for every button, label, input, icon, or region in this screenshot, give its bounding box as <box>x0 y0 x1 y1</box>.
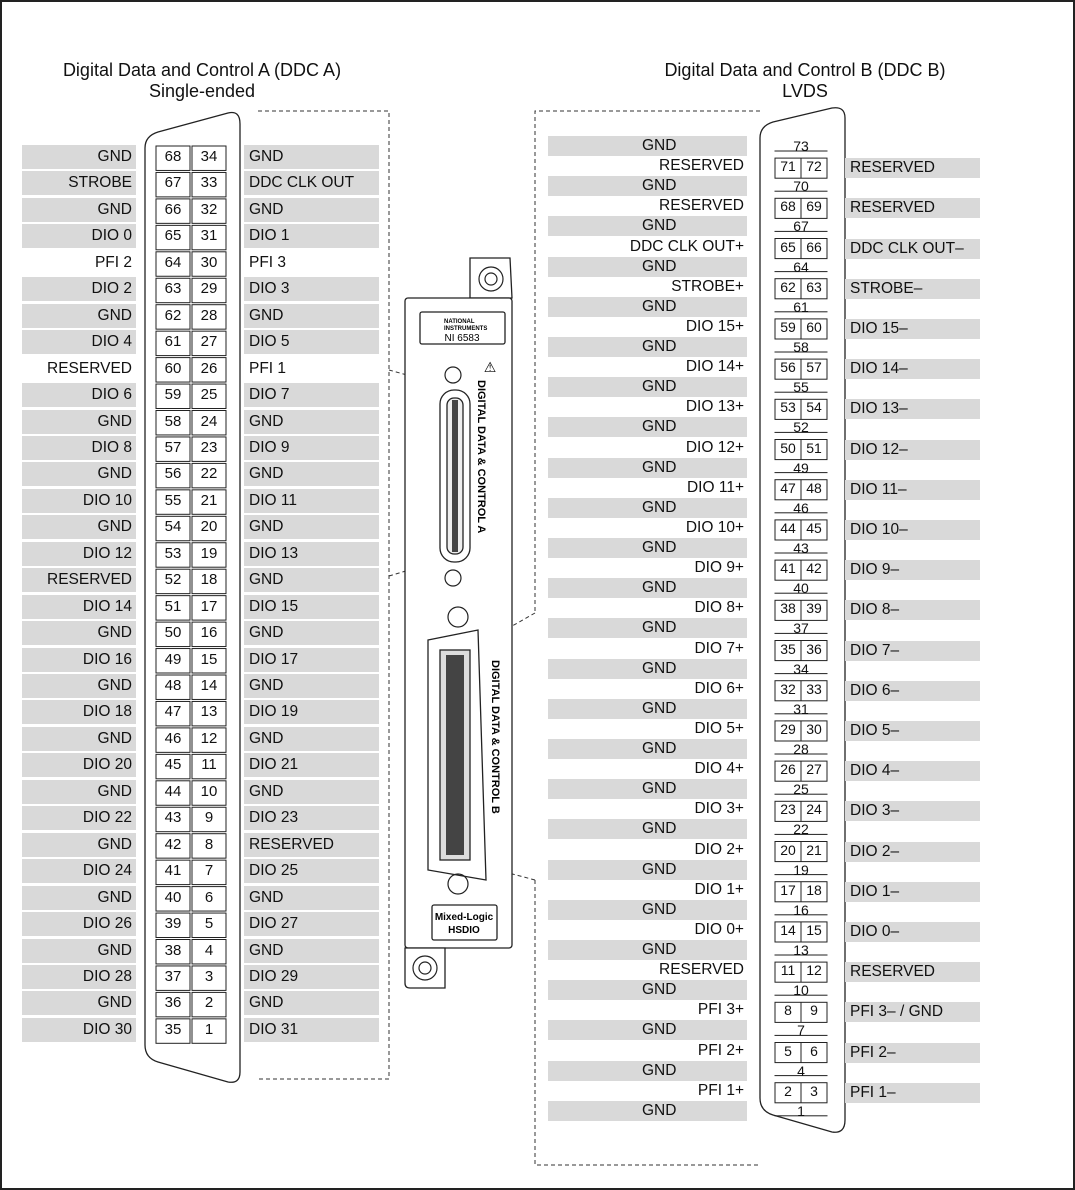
pin-number: 44 <box>780 519 796 536</box>
pin-number: 69 <box>806 198 822 215</box>
badge-line2: HSDIO <box>448 925 480 936</box>
pin-number: 35 <box>164 1020 182 1038</box>
pin-number: 54 <box>806 399 822 416</box>
pin-number: 62 <box>164 306 182 324</box>
pin-number: 13 <box>200 703 218 721</box>
pin-number: 56 <box>780 359 796 376</box>
pin-label-left: DIO 28 <box>22 965 136 989</box>
pin-label-left: GND <box>22 145 136 169</box>
pin-label-right: RESERVED <box>845 198 980 218</box>
pin-label-right: GND <box>244 198 379 222</box>
pin-number: 39 <box>806 600 822 617</box>
pin-number: 37 <box>793 620 809 637</box>
pin-label-left: PFI 1+ <box>697 1081 744 1099</box>
pin-number: 50 <box>164 624 182 642</box>
pin-label-left: GND <box>22 674 136 698</box>
pin-label-right: GND <box>244 674 379 698</box>
model-label: NI 6583 <box>444 333 480 344</box>
pin-label-right: DIO 8– <box>845 600 980 620</box>
pin-number: 24 <box>806 801 822 818</box>
pin-number: 44 <box>164 782 182 800</box>
pin-number: 8 <box>784 1002 792 1019</box>
pin-label-right: DIO 25 <box>244 859 379 883</box>
pin-number: 54 <box>164 518 182 536</box>
pin-number: 22 <box>200 465 218 483</box>
pin-label-left: RESERVED <box>659 157 744 175</box>
pin-number: 32 <box>780 680 796 697</box>
pin-label-left: GND <box>22 198 136 222</box>
pin-number: 58 <box>793 339 809 355</box>
pin-label-left: DIO 20 <box>22 753 136 777</box>
pin-label-left: GND <box>548 1061 747 1081</box>
pin-number: 47 <box>164 703 182 721</box>
pin-number: 53 <box>164 544 182 562</box>
pin-number: 9 <box>204 809 214 827</box>
pin-label-right: GND <box>244 991 379 1015</box>
pin-number: 4 <box>797 1062 805 1079</box>
pin-label-left: GND <box>22 410 136 434</box>
pin-label-left: DIO 18 <box>22 700 136 724</box>
pin-label-right: DIO 31 <box>244 1018 379 1042</box>
pin-number: 66 <box>806 238 822 255</box>
pin-number: 13 <box>793 942 809 958</box>
pin-number: 2 <box>204 994 214 1012</box>
pin-label-right: DIO 11– <box>845 480 980 500</box>
pin-label-left: GND <box>548 860 747 880</box>
ddc-b-title-line2: LVDS <box>782 81 828 101</box>
pin-label-left: DIO 4 <box>22 330 136 354</box>
pin-label-right: GND <box>244 621 379 645</box>
pin-number: 65 <box>164 227 182 245</box>
pin-label-left: RESERVED <box>659 961 744 979</box>
pin-number: 16 <box>793 901 809 918</box>
pin-number: 71 <box>780 158 796 175</box>
pin-number: 48 <box>806 479 822 496</box>
pin-label-left: DIO 10+ <box>685 518 744 536</box>
pin-number: 43 <box>793 540 809 556</box>
pin-label-right: PFI 1 <box>249 359 287 377</box>
pin-label-left: GND <box>548 1101 747 1121</box>
pin-label-left: GND <box>548 900 747 920</box>
pin-label-left: DIO 14+ <box>685 358 744 376</box>
pin-number: 3 <box>810 1082 818 1099</box>
pin-label-left: GND <box>22 886 136 910</box>
pin-number: 46 <box>164 729 182 747</box>
pin-number: 63 <box>806 278 822 295</box>
svg-text:INSTRUMENTS: INSTRUMENTS <box>444 326 488 332</box>
pin-number: 33 <box>200 174 218 192</box>
pin-label-right: DDC CLK OUT <box>244 171 379 195</box>
pin-label-right: PFI 3 <box>249 253 287 271</box>
pin-number: 50 <box>780 439 796 456</box>
pin-number: 1 <box>797 1102 805 1119</box>
pin-number: 35 <box>780 640 796 657</box>
pin-label-right: GND <box>244 939 379 963</box>
pin-label-left: GND <box>548 699 747 719</box>
pin-label-left: DIO 6+ <box>694 679 744 697</box>
pin-number: 38 <box>780 600 796 617</box>
pin-number: 36 <box>806 640 822 657</box>
pin-label-left: DIO 9+ <box>694 559 744 577</box>
ddc-a-title-line2: Single-ended <box>148 81 256 101</box>
pin-label-right: GND <box>244 462 379 486</box>
pin-label-right: PFI 2– <box>845 1043 980 1063</box>
pin-label-left: DIO 24 <box>22 859 136 883</box>
pin-label-left: GND <box>548 739 747 759</box>
pin-label-left: DIO 12+ <box>685 438 744 456</box>
pin-number: 14 <box>780 921 796 938</box>
pin-number: 70 <box>793 178 809 195</box>
pin-label-right: DIO 3– <box>845 801 980 821</box>
pin-label-right: GND <box>244 568 379 592</box>
pin-number: 6 <box>810 1042 818 1059</box>
pin-label-right: GND <box>244 145 379 169</box>
pin-number: 18 <box>806 881 822 898</box>
pin-number: 57 <box>806 359 822 376</box>
pin-number: 21 <box>806 841 822 858</box>
pin-number: 32 <box>200 200 218 218</box>
pin-number: 65 <box>780 238 796 255</box>
pin-number: 59 <box>780 318 796 335</box>
pin-number: 48 <box>164 677 182 694</box>
pin-number: 19 <box>200 544 218 562</box>
pin-label-left: DIO 1+ <box>694 880 744 898</box>
pin-number: 28 <box>200 306 218 324</box>
pin-number: 40 <box>793 580 809 597</box>
pin-label-right: DIO 7– <box>845 641 980 661</box>
pin-label-left: GND <box>548 980 747 1000</box>
pin-number: 3 <box>204 967 214 985</box>
pin-number: 19 <box>793 861 809 878</box>
pin-number: 21 <box>200 491 218 509</box>
pin-label-left: DIO 7+ <box>694 639 744 657</box>
pin-label-right: DDC CLK OUT– <box>845 239 980 259</box>
pin-label-left: STROBE+ <box>671 277 744 295</box>
pin-number: 39 <box>164 915 182 933</box>
pin-label-left: GND <box>548 538 747 558</box>
pin-label-left: GND <box>548 618 747 638</box>
ddc-b-title-line1: Digital Data and Control B (DDC B) <box>664 60 946 80</box>
pin-label-right: PFI 1– <box>845 1083 980 1103</box>
pin-number: 72 <box>806 158 822 175</box>
pin-number: 6 <box>204 888 214 906</box>
pin-number: 12 <box>806 962 822 979</box>
bottom-bracket <box>405 948 445 988</box>
pin-label-left: GND <box>548 458 747 478</box>
pin-label-left: GND <box>548 1020 747 1040</box>
pin-number: 18 <box>200 571 218 589</box>
pin-number: 1 <box>204 1020 214 1038</box>
pin-label-right: DIO 4– <box>845 761 980 781</box>
pin-label-left: DIO 14 <box>22 595 136 619</box>
pin-label-right: DIO 17 <box>244 648 379 672</box>
pin-number: 73 <box>793 138 809 154</box>
pin-number: 2 <box>784 1082 792 1099</box>
pin-number: 28 <box>793 741 809 757</box>
pin-label-right: DIO 13 <box>244 542 379 566</box>
pin-label-left: GND <box>22 991 136 1015</box>
pin-number: 12 <box>200 729 218 747</box>
pin-label-right: DIO 3 <box>244 277 379 301</box>
pin-label-right: GND <box>244 515 379 539</box>
pin-number: 59 <box>164 386 182 404</box>
pin-number: 25 <box>793 781 809 798</box>
pin-number: 64 <box>164 253 182 271</box>
pin-number: 46 <box>793 499 809 516</box>
pin-number: 9 <box>810 1002 818 1019</box>
pin-label-right: DIO 9 <box>244 436 379 460</box>
pin-label-right: DIO 6– <box>845 681 980 701</box>
pin-label-right: RESERVED <box>244 833 379 857</box>
pin-label-right: DIO 15– <box>845 319 980 339</box>
pin-label-left: DIO 0 <box>22 224 136 248</box>
pin-label-left: DIO 6 <box>22 383 136 407</box>
pin-number: 62 <box>780 278 796 295</box>
pin-label-left: DIO 26 <box>22 912 136 936</box>
pin-label-left: GND <box>22 727 136 751</box>
pin-label-left: GND <box>548 337 747 357</box>
pin-number: 17 <box>200 597 218 615</box>
pin-number: 16 <box>200 624 218 642</box>
pin-label-left: PFI 2+ <box>697 1041 744 1059</box>
pin-label-left: RESERVED <box>659 197 744 215</box>
pin-number: 36 <box>164 994 182 1012</box>
pin-label-left: DIO 10 <box>22 489 136 513</box>
pin-label-left: DDC CLK OUT+ <box>629 237 744 255</box>
pin-number: 5 <box>204 915 214 933</box>
pin-number: 34 <box>200 148 218 165</box>
pin-number: 14 <box>200 677 218 694</box>
pin-number: 29 <box>780 720 796 737</box>
pin-number: 30 <box>806 720 822 737</box>
pin-label-left: GND <box>548 136 747 156</box>
pin-label-left: DIO 12 <box>22 542 136 566</box>
pin-number: 25 <box>200 386 218 404</box>
pin-number: 51 <box>164 597 182 615</box>
pin-label-left: DIO 16 <box>22 648 136 672</box>
pin-number: 20 <box>780 841 796 858</box>
pin-label-left: GND <box>548 578 747 598</box>
pin-label-left: GND <box>22 515 136 539</box>
pin-number: 41 <box>780 560 796 577</box>
pin-label-left: DIO 0+ <box>694 920 744 938</box>
pin-number: 15 <box>200 650 218 668</box>
pin-number: 24 <box>200 412 218 430</box>
pin-number: 23 <box>780 801 796 818</box>
pin-label-left: GND <box>548 377 747 397</box>
pin-label-left: DIO 8+ <box>694 599 744 617</box>
pin-number: 64 <box>793 258 809 275</box>
pin-label-left: GND <box>548 940 747 960</box>
pin-label-left: GND <box>22 833 136 857</box>
pin-label-left: GND <box>22 780 136 804</box>
pin-number: 55 <box>793 379 809 396</box>
pin-label-left: GND <box>548 297 747 317</box>
pin-label-right: DIO 10– <box>845 520 980 540</box>
pin-label-right: DIO 0– <box>845 922 980 942</box>
pin-label-right: DIO 12– <box>845 440 980 460</box>
ddc-a-title-line1: Digital Data and Control A (DDC A) <box>62 60 342 80</box>
pin-label-right: DIO 13– <box>845 399 980 419</box>
pin-number: 52 <box>793 419 809 436</box>
pin-label-right: DIO 21 <box>244 753 379 777</box>
pin-number: 20 <box>200 518 218 536</box>
pin-label-right: RESERVED <box>845 158 980 178</box>
pin-label-right: DIO 27 <box>244 912 379 936</box>
pin-number: 63 <box>164 280 182 298</box>
pin-label-left: GND <box>22 304 136 328</box>
pin-number: 27 <box>806 761 822 778</box>
pin-number: 7 <box>797 1022 805 1039</box>
pin-label-left: DIO 13+ <box>685 398 744 416</box>
pin-label-right: GND <box>244 304 379 328</box>
pin-label-left: GND <box>548 779 747 799</box>
pin-label-left: GND <box>548 216 747 236</box>
pin-number: 47 <box>780 479 796 496</box>
pin-number: 10 <box>200 782 218 800</box>
pin-label-left: DIO 22 <box>22 806 136 830</box>
pin-number: 42 <box>806 560 822 577</box>
pin-label-left: DIO 2+ <box>694 840 744 858</box>
pin-label-right: DIO 5 <box>244 330 379 354</box>
pin-label-right: DIO 11 <box>244 489 379 513</box>
pin-label-right: DIO 7 <box>244 383 379 407</box>
pin-number: 60 <box>164 359 182 377</box>
warning-icon: ⚠ <box>483 360 497 376</box>
pin-label-right: DIO 19 <box>244 700 379 724</box>
port-b-label: DIGITAL DATA & CONTROL B <box>489 660 501 814</box>
pin-number: 31 <box>200 227 218 245</box>
pin-label-left: GND <box>548 498 747 518</box>
pin-number: 51 <box>806 439 822 456</box>
pin-number: 45 <box>164 756 182 774</box>
pin-label-right: DIO 23 <box>244 806 379 830</box>
pin-number: 43 <box>164 809 182 827</box>
pin-number: 57 <box>164 438 182 456</box>
pin-number: 33 <box>806 680 822 697</box>
pin-number: 26 <box>200 359 218 377</box>
pin-number: 38 <box>164 941 182 959</box>
pin-number: 53 <box>780 399 796 416</box>
pin-label-right: DIO 9– <box>845 560 980 580</box>
pin-label-left: PFI 3+ <box>697 1001 744 1019</box>
pin-number: 30 <box>200 253 218 271</box>
pin-number: 34 <box>793 660 809 677</box>
pin-number: 7 <box>204 862 214 880</box>
pin-number: 23 <box>200 438 218 456</box>
pin-label-left: STROBE <box>22 171 136 195</box>
pin-number: 11 <box>780 962 796 979</box>
pin-label-left: GND <box>22 939 136 963</box>
pin-number: 8 <box>204 835 214 853</box>
pin-label-right: DIO 14– <box>845 359 980 379</box>
pin-label-left: GND <box>548 257 747 277</box>
pin-number: 68 <box>164 148 182 165</box>
pin-number: 27 <box>200 333 218 351</box>
pin-number: 5 <box>784 1042 792 1059</box>
pin-number: 31 <box>793 700 809 717</box>
pin-number: 52 <box>164 571 182 589</box>
pin-label-left: GND <box>548 819 747 839</box>
pin-label-left: DIO 15+ <box>685 317 744 335</box>
pin-number: 66 <box>164 200 182 218</box>
pin-number: 49 <box>793 459 809 476</box>
pin-label-right: DIO 29 <box>244 965 379 989</box>
pin-number: 4 <box>204 941 214 959</box>
pin-number: 67 <box>164 174 182 192</box>
pin-label-left: GND <box>22 621 136 645</box>
port-a-label: DIGITAL DATA & CONTROL A <box>475 380 487 534</box>
pin-label-right: GND <box>244 727 379 751</box>
pin-number: 61 <box>793 298 809 315</box>
pin-label-right: RESERVED <box>845 962 980 982</box>
pin-number: 22 <box>793 821 809 838</box>
pin-number: 55 <box>164 491 182 509</box>
pin-number: 61 <box>164 333 182 351</box>
pin-label-left: DIO 11+ <box>686 478 744 496</box>
pin-label-right: DIO 15 <box>244 595 379 619</box>
pin-label-right: DIO 5– <box>845 721 980 741</box>
pin-label-right: DIO 2– <box>845 842 980 862</box>
pin-number: 26 <box>780 761 796 778</box>
pin-label-left: RESERVED <box>22 568 136 592</box>
pin-number: 41 <box>164 862 182 880</box>
ni-logo: NATIONAL <box>444 319 475 325</box>
pin-label-left: GND <box>22 462 136 486</box>
pin-label-left: DIO 5+ <box>694 719 744 737</box>
pin-label-right: GND <box>244 780 379 804</box>
pin-label-left: PFI 2 <box>94 253 132 271</box>
pin-label-left: RESERVED <box>47 359 132 377</box>
pin-number: 42 <box>164 835 182 853</box>
badge-line1: Mixed-Logic <box>434 912 494 923</box>
pin-number: 10 <box>793 982 809 999</box>
pin-number: 56 <box>164 465 182 483</box>
pin-number: 17 <box>780 881 796 898</box>
pin-label-right: GND <box>244 886 379 910</box>
pin-label-left: DIO 3+ <box>694 800 744 818</box>
pin-label-left: GND <box>548 659 747 679</box>
pin-number: 67 <box>793 218 809 235</box>
pin-number: 11 <box>201 756 217 774</box>
pin-label-left: DIO 8 <box>22 436 136 460</box>
pin-number: 40 <box>164 888 182 906</box>
pin-label-right: DIO 1– <box>845 882 980 902</box>
pin-label-left: DIO 30 <box>22 1018 136 1042</box>
pin-label-right: GND <box>244 410 379 434</box>
pin-number: 49 <box>164 650 182 668</box>
pin-number: 15 <box>806 921 822 938</box>
pin-number: 68 <box>780 198 796 215</box>
pin-number: 60 <box>806 318 822 335</box>
pin-label-right: DIO 1 <box>244 224 379 248</box>
pin-number: 45 <box>806 519 822 536</box>
pin-label-left: DIO 2 <box>22 277 136 301</box>
pin-label-left: GND <box>548 176 747 196</box>
pin-number: 37 <box>164 967 182 985</box>
pin-number: 29 <box>200 280 218 298</box>
top-bracket <box>470 258 512 298</box>
pin-label-left: GND <box>548 417 747 437</box>
pin-label-left: DIO 4+ <box>694 760 744 778</box>
pin-label-right: STROBE– <box>845 279 980 299</box>
pin-label-right: PFI 3– / GND <box>845 1002 980 1022</box>
pin-number: 58 <box>164 412 182 430</box>
